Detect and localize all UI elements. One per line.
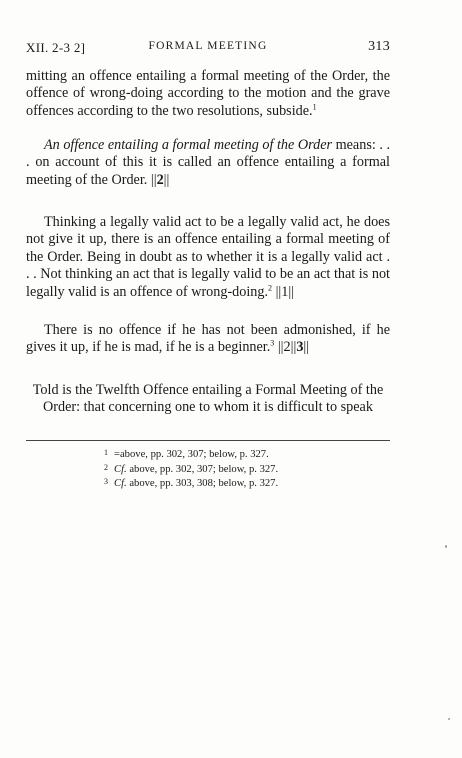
footnote-reference: 1 <box>312 102 317 112</box>
paragraph-text: mitting an offence entailing a formal meeting of the Order, the offence of wrong-doing according to the motion and the grave offences according to the two resolutions, subside. <box>26 68 390 119</box>
paper-speck <box>448 718 450 720</box>
footnote-reference: 3 <box>270 338 275 348</box>
running-header <box>26 40 390 58</box>
paragraph-text: means: . . . on account of this it is called an offence entailing a formal meeting of the Order. <box>26 137 390 188</box>
paragraph-text: Thinking a legally valid act to be a legally valid act, he does not give it up, there is an offence entailing a formal meeting of the Order. Being in doubt as to whether it is a legally valid act . . . Not thinking an act that is legally valid to be an act that is not legally valid is an offence of wrong-doing. <box>26 214 390 300</box>
section-marker: ||2||3|| <box>274 339 310 356</box>
section-reference: XII. 2-3 2] <box>26 40 86 55</box>
paper-speck <box>445 545 447 548</box>
footnote-item: 1 =above, pp. 302, 307; below, p. 327. <box>104 448 269 460</box>
defined-term: An offence entailing a formal meeting of the Order <box>44 137 333 153</box>
page-number: 313 <box>368 39 390 54</box>
section-marker: ||1|| <box>272 283 295 300</box>
paragraph-text: There is no offence if he has not been admonished, if he gives it up, if he is mad, if he is a beginner. <box>26 322 390 356</box>
paragraph-cases <box>26 214 390 301</box>
footnote-divider <box>26 440 390 441</box>
paragraph-definition <box>26 137 390 189</box>
footnotes <box>104 447 278 491</box>
chapter-conclusion: Told is the Twelfth Offence entailing a Formal Meeting of the Order: that concerning one to whom it is difficult to speak <box>32 382 384 416</box>
footnote-reference: 2 <box>268 282 273 292</box>
paragraph-exemptions <box>26 322 390 357</box>
section-marker: ||2|| <box>147 171 170 188</box>
footnote-item: 2 Cf. above, pp. 302, 307; below, p. 327. <box>104 462 279 475</box>
running-title: FORMAL MEETING <box>148 40 268 52</box>
paragraph-continuation <box>26 68 390 120</box>
footnote-item: 3 Cf. above, pp. 303, 308; below, p. 327. <box>104 477 279 490</box>
